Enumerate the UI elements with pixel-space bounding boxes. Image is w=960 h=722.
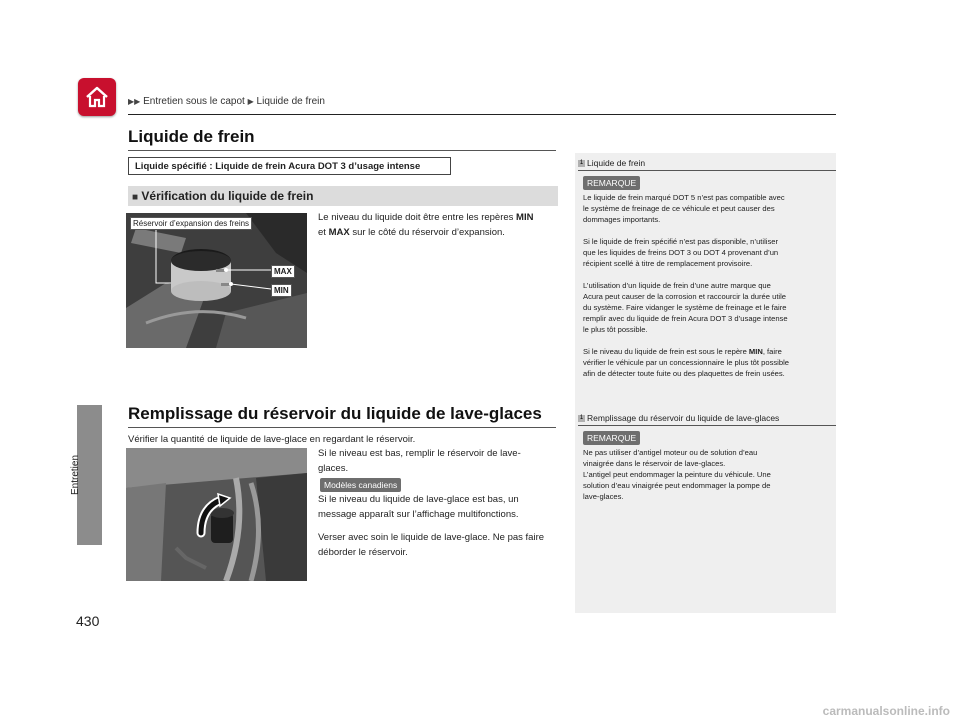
brake-reservoir-illustration — [126, 213, 307, 348]
brake-text-3: sur le côté du réservoir d’expansion. — [349, 227, 505, 238]
brake-reservoir-figure — [126, 213, 307, 348]
note-brake-badge: REMARQUE — [583, 176, 640, 190]
note-brake-last-2: , faire — [762, 347, 782, 356]
brake-text-1: Le niveau du liquide doit être entre les repères — [318, 212, 517, 223]
brake-fluid-title: Liquide de frein — [128, 127, 255, 146]
brake-text-2: et — [318, 227, 329, 238]
title-divider — [128, 150, 556, 151]
note-brake-last-1: Si le niveau du liquide de frein est sous le repère — [583, 347, 749, 356]
note-washer-line: solution d’eau vinaigrée peut endommager la pompe de — [583, 481, 771, 490]
section-header-label: Vérification du liquide de frein — [141, 189, 314, 203]
washer-paragraph-2 — [318, 492, 563, 522]
note-washer-badge: REMARQUE — [583, 431, 640, 445]
note-washer-line: vinaigrée dans le réservoir de lave-glaces. — [583, 459, 726, 468]
note-washer-text — [583, 447, 833, 502]
note-brake-last-min: MIN — [748, 347, 763, 356]
washer-p3-line1: Verser avec soin le liquide de lave-glace. Ne pas faire — [318, 532, 545, 543]
note-spacer — [583, 269, 833, 280]
note-brake-line: que les liquides de freins DOT 3 ou DOT 4 provenant d’un — [583, 248, 779, 257]
note-brake-divider — [578, 170, 836, 171]
note-brake-line: vérifier le véhicule par un concessionnaire le plus tôt possible — [583, 358, 789, 367]
washer-paragraph-1 — [318, 446, 563, 476]
side-tab-label: Entretien — [70, 454, 81, 495]
note-brake-line: L’utilisation d’un liquide de frein d’une autre marque que — [583, 281, 771, 290]
brake-text-min: MIN — [516, 212, 534, 223]
note-brake-line: Acura peut causer de la corrosion et raccourcir la durée utile — [583, 292, 787, 301]
section-square-icon: ■ — [132, 192, 139, 203]
note-brake-line: le système de freinage de ce véhicule et peut causer des — [583, 204, 775, 213]
washer-p3-line2: déborder le réservoir. — [318, 547, 408, 558]
note-reference-icon: 1 — [579, 415, 584, 422]
note-brake-line: le plus tôt possible. — [583, 325, 648, 334]
spec-box: Liquide spécifié : Liquide de frein Acura DOT 3 d’usage intense — [128, 157, 451, 175]
note-washer-title-row — [578, 413, 779, 423]
washer-reservoir-figure — [126, 448, 307, 581]
washer-title-divider — [128, 427, 556, 428]
note-washer-line: lave-glaces. — [583, 492, 624, 501]
washer-p1-line2: glaces. — [318, 463, 349, 474]
home-button[interactable] — [78, 78, 116, 116]
washer-title: Remplissage du réservoir du liquide de lave-glaces — [128, 404, 542, 423]
note-brake-line: dommages importants. — [583, 215, 661, 224]
note-brake-line: Le liquide de frein marqué DOT 5 n’est pas compatible avec — [583, 193, 785, 202]
note-brake-line: remplir avec du liquide de frein Acura DOT 3 d’usage intense — [583, 314, 788, 323]
note-washer-divider — [578, 425, 836, 426]
note-brake-line: du système. Faire vidanger le système de freinage et le faire — [583, 303, 787, 312]
footer-watermark: carmanualsonline.info — [822, 704, 950, 718]
home-icon — [84, 85, 110, 109]
breadcrumb-arrow-icon: ▶ — [247, 97, 254, 106]
note-washer-title[interactable]: Remplissage du réservoir du liquide de lave-glaces — [587, 413, 780, 423]
washer-reservoir-illustration — [126, 448, 307, 581]
note-brake-line — [583, 346, 833, 357]
washer-p2-line1: Si le niveau du liquide de lave-glace est bas, un — [318, 494, 519, 505]
breadcrumb-current[interactable]: Liquide de frein — [256, 96, 325, 107]
brake-text-max: MAX — [328, 227, 350, 238]
note-brake-line: Si le liquide de frein spécifié n’est pas disponible, n’utiliser — [583, 237, 779, 246]
canadian-models-badge: Modèles canadiens — [320, 478, 401, 492]
breadcrumb-arrow-icon: ▶▶ — [128, 97, 141, 106]
note-brake-line: afin de détecter toute fuite ou des plaquettes de frein usées. — [583, 369, 785, 378]
washer-intro: Vérifier la quantité de liquide de lave-glace en regardant le réservoir. — [128, 434, 416, 445]
note-washer-line: L’antigel peut endommager la peinture du véhicule. Une — [583, 470, 771, 479]
washer-paragraph-3 — [318, 530, 563, 560]
washer-p1-line1: Si le niveau est bas, remplir le réservoir de lave- — [318, 448, 521, 459]
header-divider — [128, 114, 836, 115]
note-brake-text — [583, 192, 833, 379]
section-header-check — [128, 186, 558, 206]
breadcrumb — [128, 96, 325, 107]
brake-level-paragraph — [318, 210, 563, 240]
page-number: 430 — [76, 613, 100, 629]
washer-p2-line2: message apparaît sur l’affichage multifonctions. — [318, 509, 519, 520]
note-washer-line: Ne pas utiliser d’antigel moteur ou de solution d’eau — [583, 448, 758, 457]
figure-label-max: MAX — [271, 265, 295, 278]
note-reference-icon: 1 — [579, 160, 584, 167]
figure-callout-reservoir: Réservoir d’expansion des freins — [130, 217, 252, 230]
note-spacer — [583, 335, 833, 346]
note-brake-line: récipient scellé à titre de remplacement provisoire. — [583, 259, 753, 268]
breadcrumb-link-maintenance[interactable]: Entretien sous le capot — [143, 96, 245, 107]
note-brake-title-row — [578, 158, 645, 168]
note-brake-title[interactable]: Liquide de frein — [587, 158, 646, 168]
note-spacer — [583, 225, 833, 236]
figure-label-min: MIN — [271, 284, 292, 297]
